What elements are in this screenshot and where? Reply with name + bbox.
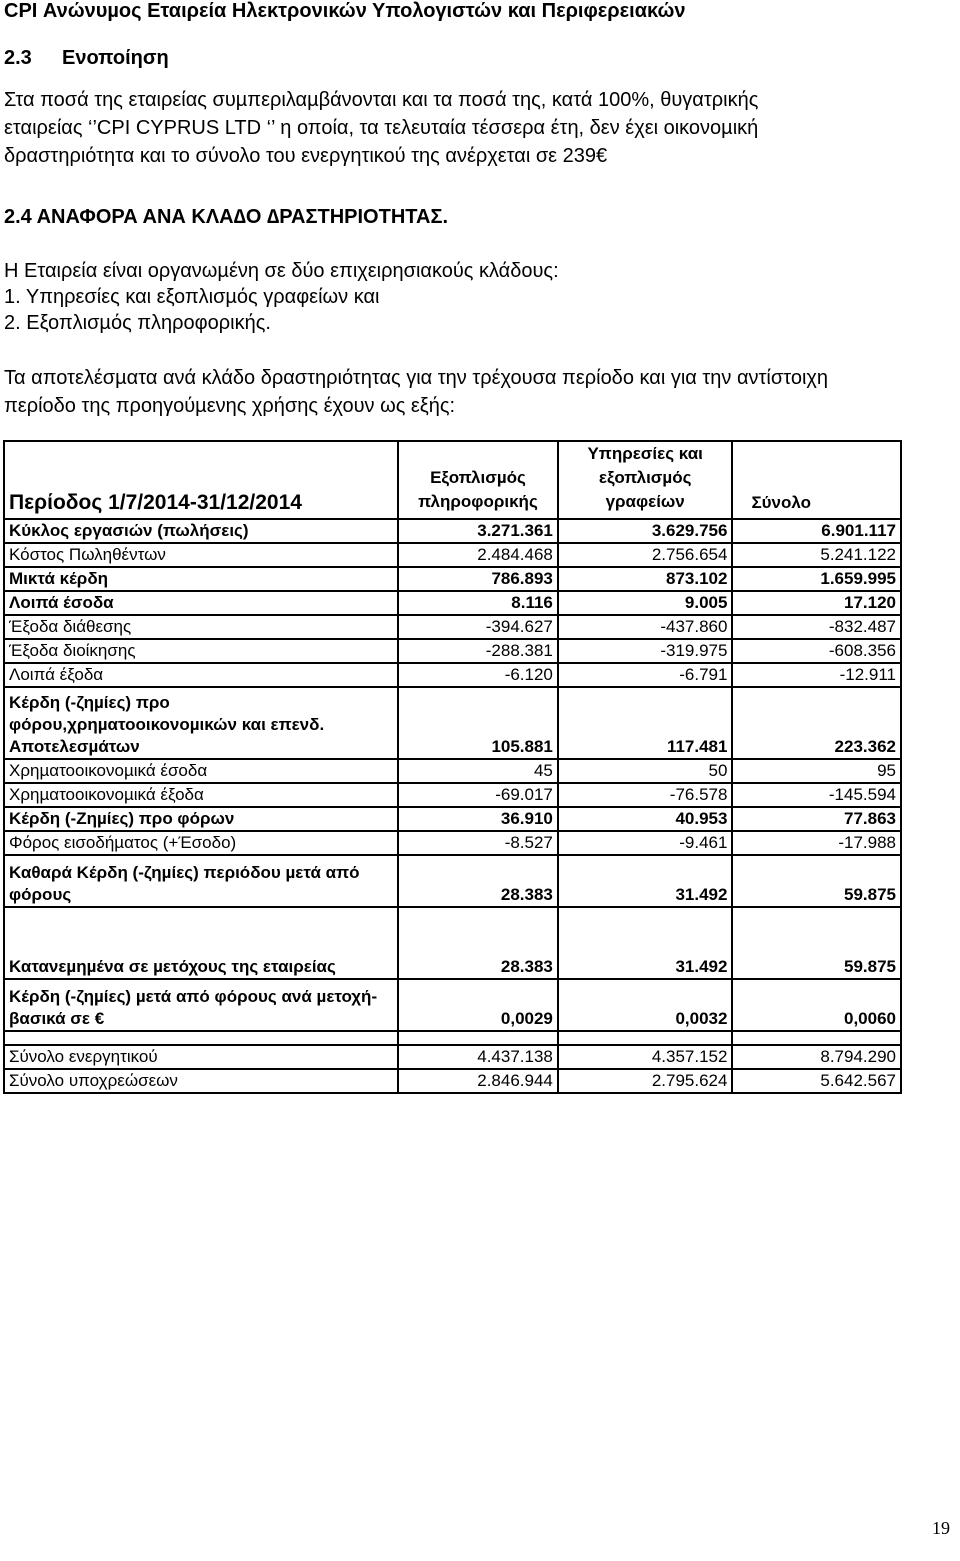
value-office-services: -9.461 [558,831,733,855]
value-office-services: 31.492 [558,855,733,907]
table-row [4,687,901,759]
section-heading-consolidation [4,47,169,70]
value-total: -608.356 [732,639,901,663]
row-label [4,831,398,855]
document-header-title: CPI Ανώνυµος Εταιρεία Ηλεκτρονικών Υπολογιστών και Περιφερειακών [4,0,686,22]
value-it-equipment: 8.116 [398,591,558,615]
value-total: -145.594 [732,783,901,807]
value-total: 77.863 [732,807,901,831]
organization-description [4,258,559,336]
value-office-services: 40.953 [558,807,733,831]
value-it-equipment: -288.381 [398,639,558,663]
value-total: 8.794.290 [732,1045,901,1069]
col-header-total: Σύνολο [732,441,901,519]
table-row [4,1069,901,1093]
value-total: 17.120 [732,591,901,615]
section-heading-segment-reporting: 2.4 ΑΝΑΦΟΡΑ ΑΝΑ ΚΛΑ∆Ο ∆ΡΑΣΤΗΡΙΟΤΗΤΑΣ. [4,206,449,228]
value-total: 223.362 [732,687,901,759]
table-row [4,807,901,831]
value-office-services: 4.357.152 [558,1045,733,1069]
table-row [4,615,901,639]
value-office-services: 0,0032 [558,979,733,1031]
value-office-services: -319.975 [558,639,733,663]
table-body [4,519,901,1093]
value-office-services: 117.481 [558,687,733,759]
period-header: Περίοδος 1/7/2014-31/12/2014 [4,441,398,519]
spacer-cell [4,1031,398,1045]
value-total: 59.875 [732,907,901,979]
row-label [4,907,398,979]
org-line: Η Εταιρεία είναι οργανωµένη σε δύο επιχειρησιακούς κλάδους: [4,260,559,282]
paragraph-line: δραστηριότητα και το σύνολο του ενεργητικού της ανέρχεται σε 239€ [4,145,608,167]
table-row [4,831,901,855]
intro-line: Τα αποτελέσµατα ανά κλάδο δραστηριότητας για την τρέχουσα περίοδο και για την αντίστοιχη [4,367,829,389]
results-intro [4,364,828,420]
table-row [4,783,901,807]
page-number: 19 [932,1518,950,1538]
value-total: 6.901.117 [732,519,901,543]
row-label [4,1045,398,1069]
row-label-text: Κέρδη (-ζηµίες) προ φόρου,χρηµατοοικονοµικών και επενδ. Αποτελεσµάτων [9,693,325,756]
spacer-cell [558,1031,733,1045]
value-it-equipment: 36.910 [398,807,558,831]
value-it-equipment: 28.383 [398,907,558,979]
row-label-text: Κέρδη (-ζηµίες) µετά από φόρους ανά µετοχή-βασικά σε [9,987,378,1028]
table-row [4,759,901,783]
row-label [4,663,398,687]
value-total: -17.988 [732,831,901,855]
value-total: 0,0060 [732,979,901,1031]
row-label [4,759,398,783]
euro-symbol: € [94,1009,105,1028]
row-label [4,567,398,591]
value-total: -832.487 [732,615,901,639]
table-row [4,543,901,567]
row-label-text: Σύνολο ενεργητικού [9,1047,158,1066]
org-line: 2. Εξοπλισµός πληροφορικής. [4,312,271,334]
row-label [4,979,398,1031]
value-it-equipment: -8.527 [398,831,558,855]
value-total: 1.659.995 [732,567,901,591]
row-label-text: Φόρος εισοδήµατος (+Έσοδο) [9,833,237,852]
table-row [4,663,901,687]
table-spacer-row [4,1031,901,1045]
row-label-text: Χρηµατοοικονοµικά έσοδα [9,761,208,780]
value-total: 95 [732,759,901,783]
value-office-services: 50 [558,759,733,783]
value-it-equipment: 105.881 [398,687,558,759]
row-label [4,519,398,543]
segment-results-table [3,440,902,1094]
value-it-equipment: 2.846.944 [398,1069,558,1093]
spacer-cell [398,1031,558,1045]
table-row [4,907,901,979]
row-label-text: Σύνολο υποχρεώσεων [9,1071,178,1090]
value-total: 5.642.567 [732,1069,901,1093]
row-label [4,615,398,639]
value-it-equipment: 3.271.361 [398,519,558,543]
section-title: Ενοποίηση [62,47,169,69]
section-number: 2.3 [4,47,32,69]
col-header-it-equipment: Εξοπλισµός πληροφορικής [398,441,558,519]
paragraph-line: Στα ποσά της εταιρείας συµπεριλαµβάνονται και τα ποσά της, κατά 100%, θυγατρικής [4,89,759,111]
row-label [4,543,398,567]
row-label-text: Έξοδα διάθεσης [9,617,132,636]
table-header-row [4,441,901,519]
row-label [4,783,398,807]
row-label [4,855,398,907]
row-label [4,591,398,615]
value-it-equipment: 45 [398,759,558,783]
value-it-equipment: 786.893 [398,567,558,591]
value-it-equipment: -394.627 [398,615,558,639]
value-it-equipment: 0,0029 [398,979,558,1031]
value-it-equipment: 2.484.468 [398,543,558,567]
row-label [4,687,398,759]
row-label [4,807,398,831]
table-row [4,979,901,1031]
row-label-text: Χρηµατοοικονοµικά έξοδα [9,785,204,804]
value-it-equipment: -6.120 [398,663,558,687]
row-label-text: Έξοδα διοίκησης [9,641,136,660]
org-line: 1. Υπηρεσίες και εξοπλισµός γραφείων και [4,286,380,308]
paragraph-line: εταιρείας ‘’CPI CYPRUS LTD ‘’ η οποία, τα τελευταία τέσσερα έτη, δεν έχει οικονοµική [4,117,759,139]
consolidation-paragraph [4,86,949,170]
value-total: 5.241.122 [732,543,901,567]
spacer-cell [732,1031,901,1045]
table-row [4,1045,901,1069]
intro-line: περίοδο της προηγούµενης χρήσης έχουν ως εξής: [4,395,456,417]
value-office-services: 2.756.654 [558,543,733,567]
value-office-services: 31.492 [558,907,733,979]
value-office-services: 2.795.624 [558,1069,733,1093]
row-label-text: Λοιπά έξοδα [9,665,104,684]
row-label [4,1069,398,1093]
row-label-text: Καθαρά Κέρδη (-ζηµίες) περιόδου µετά από φόρους [9,863,360,904]
row-label-text: Μικτά κέρδη [9,569,109,588]
value-it-equipment: 4.437.138 [398,1045,558,1069]
table-row [4,639,901,663]
table-row [4,519,901,543]
table-row [4,567,901,591]
value-office-services: -76.578 [558,783,733,807]
value-office-services: -437.860 [558,615,733,639]
row-label-text: Λοιπά έσοδα [9,593,114,612]
value-office-services: 9.005 [558,591,733,615]
value-office-services: 873.102 [558,567,733,591]
value-office-services: -6.791 [558,663,733,687]
row-label [4,639,398,663]
table-row [4,855,901,907]
value-total: -12.911 [732,663,901,687]
table-row [4,591,901,615]
col-header-office-services: Υπηρεσίες και εξοπλισµός γραφείων [558,441,733,519]
value-office-services: 3.629.756 [558,519,733,543]
row-label-text: Κατανεµηµένα σε µετόχους της εταιρείας [9,957,336,976]
row-label-text: Κύκλος εργασιών (πωλήσεις) [9,521,249,540]
value-total: 59.875 [732,855,901,907]
row-label-text: Κέρδη (-Ζηµίες) προ φόρων [9,809,235,828]
value-it-equipment: -69.017 [398,783,558,807]
value-it-equipment: 28.383 [398,855,558,907]
row-label-text: Κόστος Πωληθέντων [9,545,166,564]
